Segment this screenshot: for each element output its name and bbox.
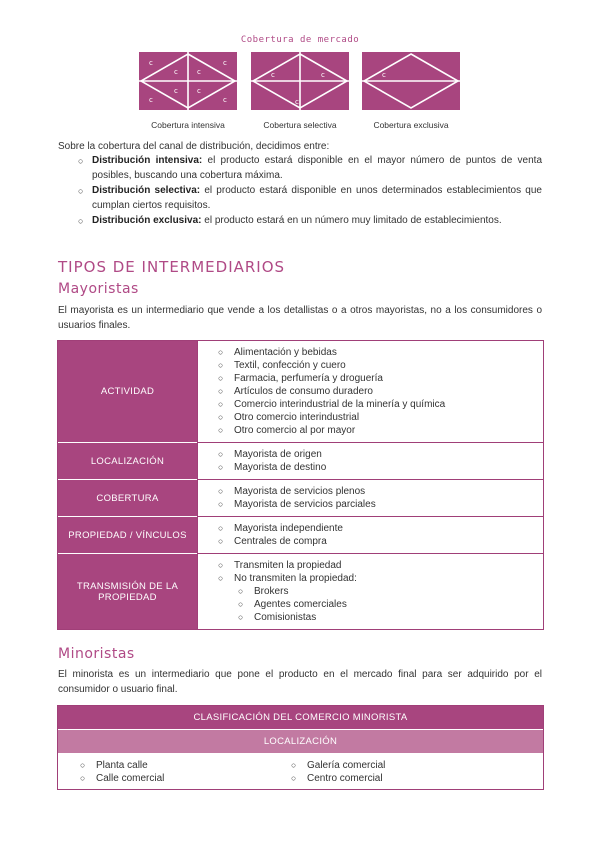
bullet-icon: ○ [218, 386, 224, 396]
mayoristas-table [57, 340, 544, 630]
coverage-text: el producto estará disponible en el mayor número de puntos de venta posibles, buscando una cobertura máxima. [92, 155, 542, 181]
list-item [218, 346, 543, 359]
bullet-icon: ○ [291, 760, 297, 770]
coverage-item-intensive [78, 154, 542, 183]
sub-list-item [238, 611, 543, 624]
selective-coverage-graphic [251, 52, 349, 110]
item-text: Mayorista de servicios plenos [234, 486, 366, 497]
list-item [218, 359, 543, 372]
coverage-term: Distribución exclusiva: [92, 215, 202, 226]
list-item [218, 448, 543, 461]
bullet-icon: ○ [238, 586, 244, 596]
table-row-localizacion [58, 442, 543, 479]
item-text: Agentes comerciales [254, 599, 347, 610]
bullet-icon: ○ [218, 486, 224, 496]
svg-text:c: c [149, 96, 153, 104]
item-text: Transmiten la propiedad [234, 560, 342, 571]
list-item [218, 572, 543, 585]
list-item [80, 759, 291, 772]
bullet-icon: ○ [218, 499, 224, 509]
table-title: CLASIFICACIÓN DEL COMERCIO MINORISTA [58, 706, 543, 729]
minoristas-table [57, 705, 544, 790]
bullet-icon: ○ [218, 536, 224, 546]
item-text: Textil, confección y cuero [234, 360, 346, 371]
table-body [58, 753, 543, 789]
item-text: No transmiten la propiedad: [234, 573, 357, 584]
svg-text:c: c [197, 68, 201, 76]
intensive-coverage-label: Cobertura intensiva [151, 120, 225, 130]
intro-paragraph: Sobre la cobertura del canal de distribución, decidimos entre: [58, 141, 330, 152]
coverage-text: el producto estará disponible en unos determinados establecimientos que cumplan ciertos requisitos. [92, 185, 542, 211]
sub-list-item [238, 598, 543, 611]
section-title: TIPOS DE INTERMEDIARIOS [58, 258, 286, 276]
row-label: PROPIEDAD / VÍNCULOS [58, 517, 197, 553]
bullet-icon: ○ [78, 216, 84, 226]
table-column-left [80, 759, 291, 785]
list-item [291, 772, 502, 785]
table-column-right [291, 759, 502, 785]
bullet-icon: ○ [238, 599, 244, 609]
row-items [197, 479, 543, 516]
list-item [218, 535, 543, 548]
item-text: Otro comercio al por mayor [234, 425, 356, 436]
list-item [218, 398, 543, 411]
bullet-icon: ○ [218, 373, 224, 383]
svg-text:c: c [382, 71, 386, 79]
exclusive-coverage-graphic [362, 52, 460, 110]
svg-text:c: c [174, 68, 178, 76]
bullet-icon: ○ [218, 462, 224, 472]
item-text: Artículos de consumo duradero [234, 386, 373, 397]
list-item [218, 411, 543, 424]
table-subtitle: LOCALIZACIÓN [58, 729, 543, 753]
bullet-icon: ○ [78, 156, 84, 166]
svg-text:c: c [197, 87, 201, 95]
row-label: LOCALIZACIÓN [58, 443, 197, 479]
svg-text:c: c [321, 71, 325, 79]
mayoristas-paragraph: El mayorista es un intermediario que vende a los detallistas o a otros mayoristas, no a los consumidores o usuarios finales. [58, 305, 542, 331]
bullet-icon: ○ [218, 523, 224, 533]
table-row-transmision [58, 553, 543, 629]
list-item [291, 759, 502, 772]
list-item [218, 385, 543, 398]
table-row-cobertura [58, 479, 543, 516]
list-item [218, 424, 543, 437]
table-row-actividad [58, 341, 543, 442]
item-text: Centrales de compra [234, 536, 327, 547]
table-row-propiedad [58, 516, 543, 553]
row-items [197, 442, 543, 479]
bullet-icon: ○ [218, 573, 224, 583]
item-text: Mayorista independiente [234, 523, 343, 534]
item-text: Farmacia, perfumería y droguería [234, 373, 383, 384]
bullet-icon: ○ [80, 760, 86, 770]
svg-text:c: c [149, 59, 153, 67]
item-text: Comisionistas [254, 612, 317, 623]
svg-text:c: c [174, 87, 178, 95]
intensive-coverage-graphic [139, 52, 237, 110]
list-item [218, 559, 543, 572]
row-label: COBERTURA [58, 480, 197, 516]
item-text: Comercio interindustrial de la minería y química [234, 399, 446, 410]
svg-text:c: c [223, 96, 227, 104]
bullet-icon: ○ [218, 560, 224, 570]
item-text: Galería comercial [307, 760, 386, 771]
item-text: Otro comercio interindustrial [234, 412, 360, 423]
coverage-item-selective [78, 184, 542, 213]
svg-text:c: c [295, 98, 299, 106]
bullet-icon: ○ [218, 360, 224, 370]
row-label: TRANSMISIÓN DE LA PROPIEDAD [58, 554, 197, 629]
svg-text:c: c [271, 71, 275, 79]
item-text: Planta calle [96, 760, 148, 771]
mayoristas-heading: Mayoristas [58, 281, 139, 297]
item-text: Mayorista de origen [234, 449, 322, 460]
list-item [218, 522, 543, 535]
bullet-icon: ○ [238, 612, 244, 622]
figure-caption: Cobertura de mercado [240, 35, 360, 45]
row-items [197, 341, 543, 442]
row-items [197, 553, 543, 629]
intensive-coverage-diagram [139, 52, 237, 110]
list-item [80, 772, 291, 785]
bullet-icon: ○ [291, 773, 297, 783]
bullet-icon: ○ [218, 347, 224, 357]
selective-coverage-label: Cobertura selectiva [263, 120, 337, 130]
coverage-term: Distribución selectiva: [92, 185, 201, 196]
row-label: ACTIVIDAD [58, 341, 197, 442]
bullet-icon: ○ [218, 399, 224, 409]
bullet-icon: ○ [218, 425, 224, 435]
coverage-term: Distribución intensiva: [92, 155, 203, 166]
exclusive-coverage-label: Cobertura exclusiva [373, 120, 449, 130]
item-text: Alimentación y bebidas [234, 347, 337, 358]
sub-list-item [238, 585, 543, 598]
list-item [218, 461, 543, 474]
item-text: Calle comercial [96, 773, 165, 784]
bullet-icon: ○ [218, 449, 224, 459]
item-text: Mayorista de servicios parciales [234, 499, 376, 510]
list-item [218, 372, 543, 385]
list-item [218, 498, 543, 511]
item-text: Centro comercial [307, 773, 383, 784]
bullet-icon: ○ [218, 412, 224, 422]
item-text: Brokers [254, 586, 289, 597]
svg-text:c: c [223, 59, 227, 67]
coverage-item-exclusive [78, 214, 542, 229]
bullet-icon: ○ [80, 773, 86, 783]
item-text: Mayorista de destino [234, 462, 327, 473]
minoristas-heading: Minoristas [58, 646, 135, 662]
row-items [197, 516, 543, 553]
selective-coverage-diagram [251, 52, 349, 110]
exclusive-coverage-diagram [362, 52, 460, 110]
coverage-list [78, 154, 542, 230]
bullet-icon: ○ [78, 186, 84, 196]
minoristas-paragraph: El minorista es un intermediario que pone el producto en el mercado final para ser adquirido por el consumidor o usuario final. [58, 669, 542, 695]
list-item [218, 485, 543, 498]
coverage-text: el producto estará en un número muy limitado de establecimientos. [201, 215, 502, 226]
